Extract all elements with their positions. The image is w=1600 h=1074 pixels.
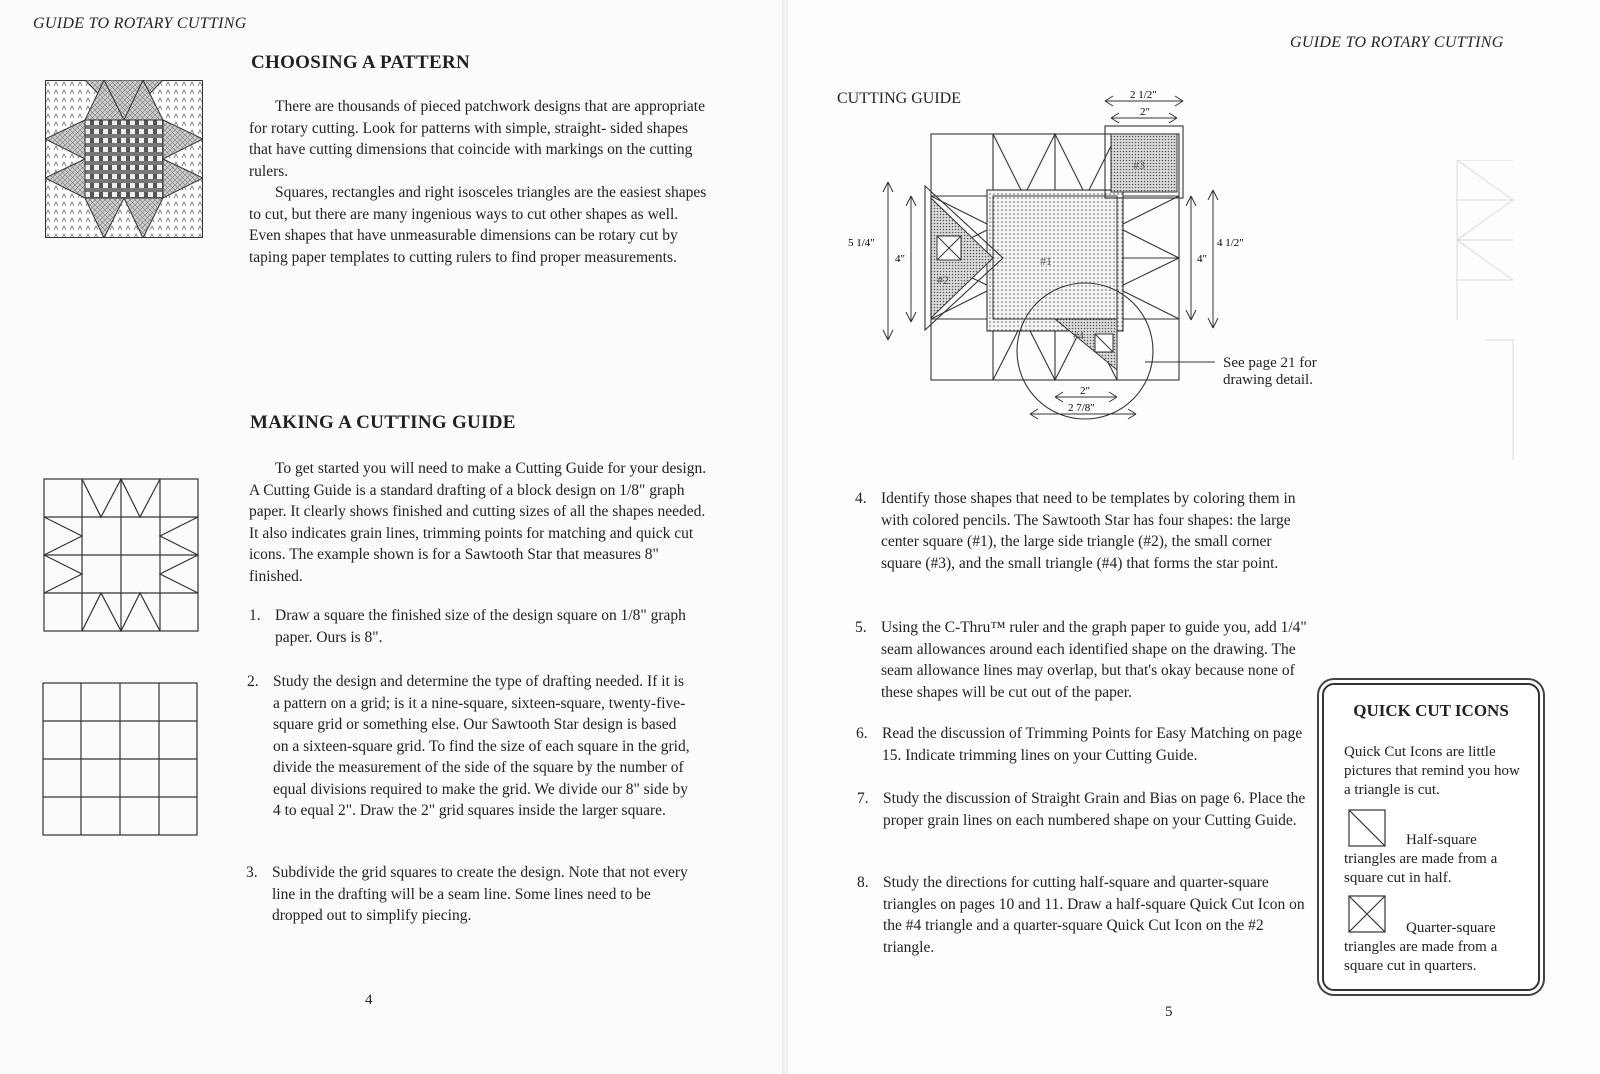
making-guide-para-1: To get started you will need to make a Cutting Guide for your design. A Cutting Guide is a standard drafting of a block design on 1/8" graph paper. It clearly shows finished and cutting sizes of all the shapes needed. It also indicates grain lines, trimming points for matching and quick cut icons. The example shown is for a Sawtooth Star that measures 8" finished. [249, 460, 707, 585]
half-square-text: Half-square triangles are made from a square cut in half. [1344, 832, 1498, 886]
step-text: Identify those shapes that need to be templates by coloring them in with colored pencils. The Sawtooth Star has four shapes: the large center square (#1), the large side triangle (#2), the small corner square (#3), and the small triangle (#4) that forms the star point. [881, 490, 1296, 572]
cutting-guide-label: CUTTING GUIDE [837, 90, 961, 107]
dim-top-inner: 2" [1140, 106, 1150, 118]
dim-left-inner: 4" [895, 253, 905, 265]
dim-bottom-outer: 2 7/8" [1068, 402, 1095, 414]
bleed-through-marks [1455, 160, 1515, 460]
running-head-left: GUIDE TO ROTARY CUTTING [33, 15, 247, 32]
step-text: Draw a square the finished size of the design square on 1/8" graph paper. Ours is 8". [275, 607, 686, 646]
dim-bottom-inner: 2" [1080, 385, 1090, 397]
section-title-choosing-pattern: CHOOSING A PATTERN [251, 52, 471, 73]
running-head-right: GUIDE TO ROTARY CUTTING [1290, 34, 1504, 51]
step-number: 3. [246, 864, 258, 881]
step-number: 2. [247, 673, 259, 690]
shape-1-label: #1 [1040, 254, 1052, 268]
shape-2-label: #2 [937, 273, 949, 287]
sawtooth-star-block-illustration [45, 80, 203, 238]
making-guide-intro [249, 458, 709, 587]
sixteen-square-grid-diagram [42, 682, 198, 836]
step-text: Study the design and determine the type of drafting needed. If it is a pattern on a grid; is it a nine-square, sixteen-square, twenty-five-square grid or something else. Our Sawtooth Star design is based on a sixteen-square grid. To find the size of each square in the grid, divide the measurement of the side of the square by the number of equal divisions required to make the grid. We divide our 8" side by 4 to equal 2". Draw the 2" grid squares inside the larger square. [273, 673, 690, 819]
shape-4-label: #4 [1073, 330, 1084, 342]
dim-top-outer: 2 1/2" [1130, 89, 1157, 101]
step-number: 1. [249, 607, 261, 624]
step-text: Subdivide the grid squares to create the design. Note that not every line in the drafting will be a seam line. Some lines need to be dropped out to simplify piecing. [272, 864, 688, 924]
star-drafting-diagram [43, 478, 199, 632]
quick-cut-icons-title: QUICK CUT ICONS [1353, 701, 1509, 720]
step-number: 4. [855, 490, 867, 507]
page-number-left: 4 [365, 992, 373, 1008]
dim-left-outer: 5 1/4" [848, 237, 875, 249]
page-gutter [782, 0, 788, 1074]
step-number: 6. [856, 725, 868, 742]
step-number: 5. [855, 619, 867, 636]
cutting-guide-diagram [830, 80, 1270, 430]
shape-3-label: #3 [1133, 158, 1145, 172]
page-number-right: 5 [1165, 1004, 1173, 1020]
step-text: Study the discussion of Straight Grain and Bias on page 6. Place the proper grain lines on each numbered shape on your Cutting Guide. [883, 790, 1306, 829]
step-number: 8. [857, 874, 869, 891]
dim-right-inner: 4" [1197, 253, 1207, 265]
quick-cut-intro: Quick Cut Icons are little pictures that remind you how a triangle is cut. [1344, 744, 1520, 798]
step-text: Read the discussion of Trimming Points for Easy Matching on page 15. Indicate trimming lines on your Cutting Guide. [882, 725, 1303, 764]
drawing-detail-callout: See page 21 for drawing detail. [1223, 355, 1317, 388]
dim-right-outer: 4 1/2" [1217, 237, 1244, 249]
choosing-pattern-para-2: Squares, rectangles and right isosceles triangles are the easiest shapes to cut, but there are many ingenious ways to cut other shapes as well. Even shapes that have unmeasurable dimensions can be rotary cut by taping paper templates to cutting rulers to find proper measurements. [249, 184, 707, 266]
quick-cut-icons-box [1322, 683, 1540, 991]
quarter-square-text: Quarter-square triangles are made from a square cut in quarters. [1344, 920, 1498, 974]
choosing-pattern-text [249, 96, 709, 268]
step-number: 7. [857, 790, 869, 807]
section-title-making-cutting-guide: MAKING A CUTTING GUIDE [250, 412, 516, 433]
step-text: Using the C-Thru™ ruler and the graph paper to guide you, add 1/4" seam allowances around each identified shape on the drawing. The seam allowance lines may overlap, but that's okay because none of these shapes will be cut out of the paper. [881, 619, 1307, 701]
choosing-pattern-para-1: There are thousands of pieced patchwork designs that are appropriate for rotary cutting. Look for patterns with simple, straight- sided shapes that have cutting dimensions that coincide with markings on the cutting rulers. [249, 98, 705, 180]
step-text: Study the directions for cutting half-square and quarter-square triangles on pages 10 and 11. Draw a half-square Quick Cut Icon on the #4 triangle and a quarter-square Quick Cut Icon on the #2 triangle. [883, 874, 1305, 956]
